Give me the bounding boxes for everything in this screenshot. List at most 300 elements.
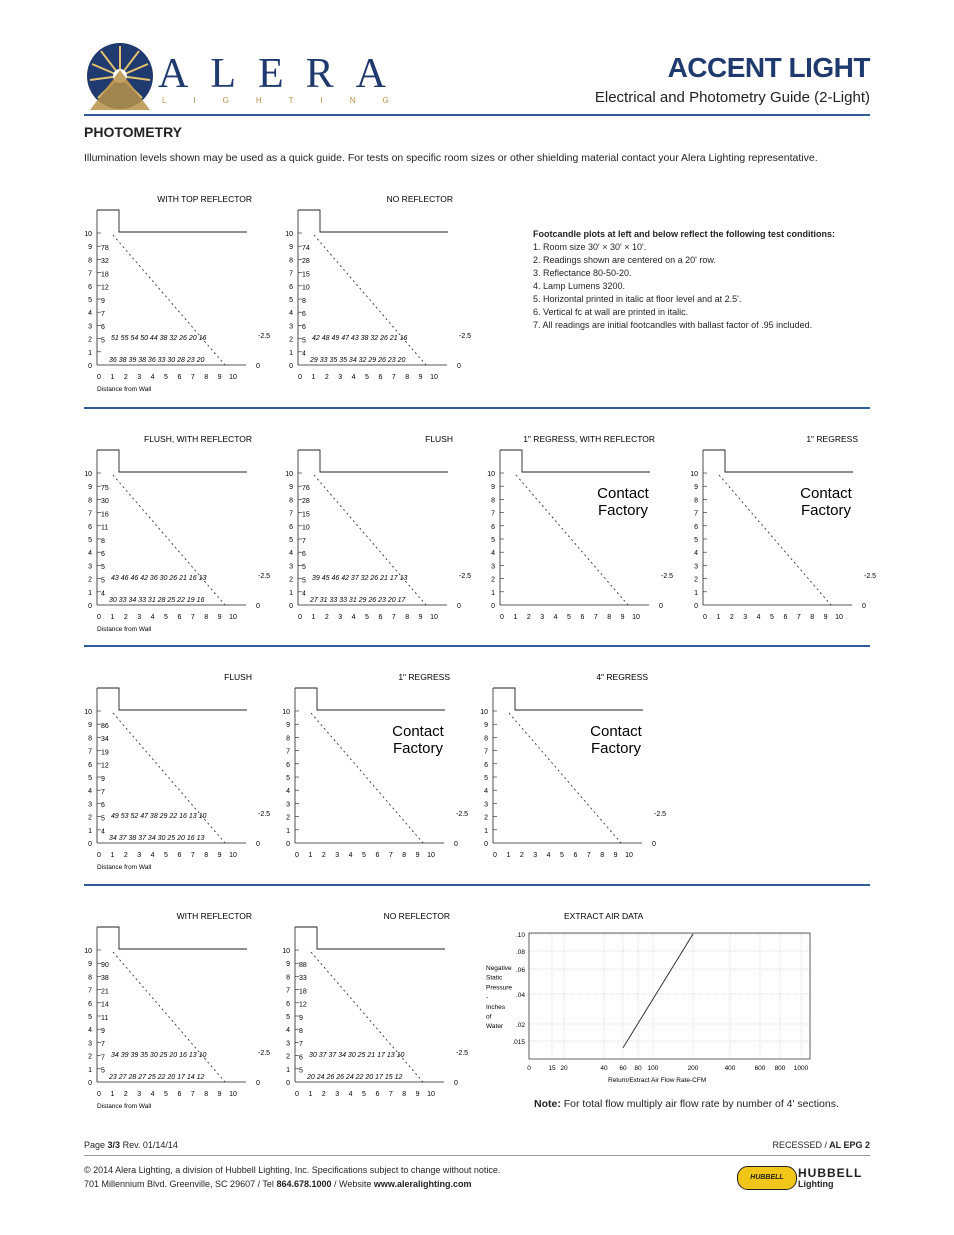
- x-tick-label: 2: [123, 1091, 128, 1098]
- x-tick-label: 0: [295, 852, 299, 859]
- y-tick-label: 8: [484, 735, 488, 743]
- y-tick-label: 1: [88, 349, 92, 357]
- vertical-fc-value: 9: [299, 1014, 303, 1022]
- doc-code: AL EPG 2: [826, 1140, 870, 1150]
- chart-title: FLUSH, WITH REFLECTOR: [144, 434, 252, 444]
- y-tick-label: 7: [484, 748, 488, 756]
- distance-label: Distance from Wall: [97, 626, 152, 633]
- x-tick-label: 1: [110, 374, 115, 381]
- vertical-fc-value: 86: [101, 723, 109, 730]
- distance-label: Distance from Wall: [97, 864, 152, 871]
- x-tick-label: 2: [123, 374, 128, 381]
- address-line: [84, 1179, 472, 1189]
- fixture-outline: [298, 210, 448, 232]
- y-tick-label: 10: [84, 709, 92, 716]
- horizontal-fc-2-5ft: 51 55 54 50 44 38 32 26 20 16: [111, 335, 207, 342]
- y-tick-label: 3: [289, 323, 293, 331]
- y-tick-label: 10: [84, 471, 92, 478]
- y-tick-label: 0: [88, 363, 92, 370]
- y-tick-label: 3: [491, 563, 495, 571]
- y-tick-label: 9: [286, 722, 290, 730]
- alera-logo-sunburst-icon: [84, 40, 156, 112]
- y-tick-label: 7: [88, 748, 92, 756]
- x-tick-label: 10: [427, 1091, 435, 1098]
- x-tick-label: 4: [546, 852, 551, 859]
- y-tick-label: 4: [289, 310, 293, 318]
- contact-factory-text: Contact: [597, 485, 649, 502]
- x-tick-label: 20: [560, 1065, 568, 1072]
- floor-label: 0: [652, 841, 656, 848]
- vertical-fc-value: 30: [101, 498, 109, 506]
- y-tick-label: 5: [88, 297, 92, 304]
- chart-title: NO REFLECTOR: [383, 911, 450, 921]
- contact-factory-text: Contact: [800, 485, 852, 502]
- vertical-fc-value: 76: [302, 485, 310, 492]
- vertical-fc-value: 5: [299, 1067, 303, 1075]
- y-tick-label: 10: [84, 231, 92, 238]
- x-tick-label: 0: [97, 1091, 101, 1098]
- y-tick-label: 6: [286, 761, 290, 769]
- x-tick-label: 3: [335, 852, 340, 859]
- y-tick-label: 8: [88, 735, 92, 743]
- x-tick-label: 9: [620, 614, 625, 621]
- y-tick-label: 3: [484, 801, 488, 809]
- y-tick-label: 0: [286, 841, 290, 848]
- x-tick-label: 0: [97, 852, 101, 859]
- x-tick-label: 4: [150, 852, 155, 859]
- y-tick-label: 2: [88, 814, 92, 822]
- vertical-fc-value: 6: [101, 551, 105, 558]
- x-tick-label: 7: [190, 1091, 195, 1098]
- distance-label: Distance from Wall: [97, 386, 152, 393]
- y-tick-label: 1: [484, 827, 488, 835]
- x-tick-label: 10: [229, 614, 237, 621]
- y-tick-label: 9: [491, 484, 495, 492]
- chart-title: 1" REGRESS: [398, 672, 450, 682]
- x-tick-label: 7: [391, 374, 396, 381]
- x-tick-label: 6: [375, 852, 380, 859]
- vertical-fc-value: 18: [101, 271, 109, 279]
- chart-title: NO REFLECTOR: [386, 194, 453, 204]
- condition-item: 3. Reflectance 80-50-20.: [533, 268, 632, 278]
- address: 701 Millennium Blvd. Greenville, SC 29607 / Tel: [84, 1179, 277, 1189]
- x-tick-label: 0: [493, 852, 497, 859]
- x-tick-label: 2: [123, 614, 128, 621]
- y-tick-label: 6: [289, 283, 293, 291]
- x-tick-label: 8: [405, 614, 410, 621]
- x-tick-label: 8: [204, 374, 209, 381]
- y-tick-label: 3: [289, 563, 293, 571]
- height-label: -2.5: [654, 811, 666, 818]
- vertical-fc-value: 19: [101, 749, 109, 757]
- x-tick-label: 10: [229, 852, 237, 859]
- x-tick-label: 100: [647, 1065, 659, 1072]
- floor-label: 0: [256, 363, 260, 370]
- y-tick-label: 9: [88, 961, 92, 969]
- y-tick-label: 1: [289, 349, 293, 357]
- horizontal-fc-2-5ft: 43 46 46 42 36 30 26 21 16 13: [111, 575, 207, 582]
- condition-item: 4. Lamp Lumens 3200.: [533, 281, 626, 291]
- condition-item: 5. Horizontal printed in italic at floor level and at 2.5'.: [533, 294, 742, 304]
- vertical-fc-value: 5: [101, 577, 105, 585]
- vertical-fc-value: 88: [299, 962, 307, 969]
- x-tick-label: 0: [527, 1065, 531, 1072]
- vertical-fc-value: 28: [302, 258, 310, 266]
- y-tick-label: 0: [289, 603, 293, 610]
- contact-factory-text: Factory: [800, 502, 852, 519]
- y-tick-label: 7: [88, 987, 92, 995]
- x-tick-label: 4: [553, 614, 558, 621]
- y-tick-label: 9: [88, 722, 92, 730]
- x-tick-label: 5: [365, 374, 369, 381]
- x-tick-label: 7: [586, 852, 591, 859]
- vertical-fc-value: 5: [302, 577, 306, 585]
- x-tick-label: 8: [600, 852, 605, 859]
- vertical-fc-value: 6: [302, 311, 306, 318]
- x-tick-label: 6: [177, 852, 182, 859]
- x-tick-label: 8: [204, 1091, 209, 1098]
- vertical-fc-value: 16: [101, 511, 109, 519]
- x-tick-label: 2: [519, 852, 524, 859]
- x-tick-label: 7: [190, 374, 195, 381]
- x-tick-label: 5: [164, 614, 168, 621]
- photometry-chart-no-reflector: [281, 190, 471, 395]
- y-axis-label: Pressure: [486, 984, 513, 992]
- y-tick-label: 10: [690, 471, 698, 478]
- x-tick-label: 3: [338, 374, 343, 381]
- x-tick-label: 8: [402, 1091, 407, 1098]
- vertical-fc-value: 11: [101, 1014, 109, 1022]
- vertical-fc-value: 78: [101, 245, 109, 252]
- x-tick-label: 1: [513, 614, 518, 621]
- x-tick-label: 6: [783, 614, 788, 621]
- fixture-outline: [298, 450, 448, 472]
- x-tick-label: 2: [123, 852, 128, 859]
- horizontal-fc-2-5ft: 30 37 37 34 30 25 21 17 13 10: [309, 1052, 405, 1059]
- chart-title: WITH REFLECTOR: [176, 911, 252, 921]
- photometry-chart-1in-regress-with-reflector: [483, 430, 673, 635]
- y-tick-label: 5: [484, 775, 488, 782]
- y-tick-label: 4: [286, 788, 290, 796]
- light-cutoff-line: [314, 235, 426, 365]
- distance-label: Distance from Wall: [97, 1103, 152, 1110]
- x-tick-label: 4: [348, 1091, 353, 1098]
- y-tick-label: 5: [286, 775, 290, 782]
- chart-title: FLUSH: [425, 434, 453, 444]
- header-rule: [84, 114, 870, 116]
- y-tick-label: 7: [491, 510, 495, 518]
- x-tick-label: 5: [567, 614, 571, 621]
- plot-frame: [529, 933, 810, 1059]
- photometry-chart-flush: [281, 430, 471, 635]
- x-tick-label: 1000: [793, 1065, 809, 1072]
- x-axis-label: Return/Extract Air Flow Rate-CFM: [608, 1077, 707, 1084]
- x-tick-label: 0: [295, 1091, 299, 1098]
- photometry-chart-1in-regress-2: [278, 668, 468, 873]
- floor-label: 0: [256, 841, 260, 848]
- height-label: -2.5: [258, 1050, 270, 1057]
- x-tick-label: 10: [632, 614, 640, 621]
- x-tick-label: 7: [388, 1091, 393, 1098]
- vertical-fc-value: 33: [299, 975, 307, 983]
- condition-item: 7. All readings are initial footcandles with ballast factor of .95 included.: [533, 320, 813, 330]
- y-tick-label: 2: [88, 336, 92, 344]
- vertical-fc-value: 8: [299, 1028, 303, 1035]
- y-tick-label: 3: [88, 563, 92, 571]
- floor-label: 0: [256, 603, 260, 610]
- y-tick-label: 10: [480, 709, 488, 716]
- vertical-fc-value: 5: [302, 337, 306, 345]
- fixture-outline: [295, 688, 445, 710]
- page-subtitle: Electrical and Photometry Guide (2-Light): [594, 89, 870, 106]
- vertical-fc-value: 7: [101, 1041, 105, 1049]
- x-tick-label: 0: [298, 614, 302, 621]
- vertical-fc-value: 21: [101, 988, 109, 996]
- y-tick-label: 9: [88, 484, 92, 492]
- light-cutoff-line: [113, 952, 225, 1082]
- vertical-fc-value: 74: [302, 245, 310, 252]
- vertical-fc-value: 6: [101, 324, 105, 332]
- chart-title: 1" REGRESS, WITH REFLECTOR: [523, 434, 655, 444]
- category-label: RECESSED /: [772, 1140, 827, 1150]
- x-tick-label: 5: [164, 1091, 168, 1098]
- x-tick-label: 40: [600, 1065, 608, 1072]
- height-label: -2.5: [258, 333, 270, 340]
- x-tick-label: 3: [137, 614, 142, 621]
- y-tick-label: 4: [694, 550, 698, 558]
- test-conditions: [533, 228, 835, 332]
- y-tick-label: 2: [289, 336, 293, 344]
- x-tick-label: 3: [137, 852, 142, 859]
- y-tick-label: .04: [515, 992, 525, 999]
- y-tick-label: 2: [286, 814, 290, 822]
- x-tick-label: 3: [137, 1091, 142, 1098]
- contact-factory-text: Contact: [590, 723, 642, 740]
- y-tick-label: 0: [694, 603, 698, 610]
- y-axis-label: Water: [486, 1023, 504, 1031]
- vertical-fc-value: 90: [101, 962, 109, 969]
- page-number: [84, 1140, 178, 1150]
- y-tick-label: 5: [88, 1014, 92, 1021]
- x-tick-label: 5: [164, 852, 168, 859]
- y-tick-label: 0: [286, 1080, 290, 1087]
- x-tick-label: 10: [427, 852, 435, 859]
- vertical-fc-value: 6: [302, 551, 306, 558]
- x-tick-label: 6: [375, 1091, 380, 1098]
- y-tick-label: 4: [88, 550, 92, 558]
- x-tick-label: 4: [756, 614, 761, 621]
- y-tick-label: 2: [88, 576, 92, 584]
- condition-item: 2. Readings shown are centered on a 20' row.: [533, 255, 716, 265]
- x-tick-label: 1: [308, 1091, 313, 1098]
- x-tick-label: 7: [796, 614, 801, 621]
- y-tick-label: 5: [289, 537, 293, 544]
- x-tick-label: 200: [687, 1065, 699, 1072]
- y-axis-label: Inches: [486, 1003, 506, 1011]
- vertical-fc-value: 7: [101, 789, 105, 796]
- floor-label: 0: [659, 603, 663, 610]
- y-tick-label: 4: [88, 310, 92, 318]
- vertical-fc-value: 7: [299, 1041, 303, 1049]
- x-tick-label: 1: [506, 852, 511, 859]
- y-tick-label: 10: [84, 948, 92, 955]
- vertical-fc-value: 12: [101, 762, 109, 770]
- y-tick-label: 6: [694, 523, 698, 531]
- x-tick-label: 8: [810, 614, 815, 621]
- x-tick-label: 4: [150, 1091, 155, 1098]
- y-tick-label: 2: [694, 576, 698, 584]
- y-tick-label: 8: [88, 497, 92, 505]
- y-tick-label: 1: [88, 589, 92, 597]
- y-tick-label: 3: [286, 1040, 290, 1048]
- chart-title: WITH TOP REFLECTOR: [157, 194, 252, 204]
- x-tick-label: 5: [770, 614, 774, 621]
- x-tick-label: 5: [560, 852, 564, 859]
- condition-item: 1. Room size 30' × 30' × 10'.: [533, 242, 647, 252]
- y-tick-label: 6: [286, 1000, 290, 1008]
- hubbell-brand: HUBBELL: [798, 1166, 863, 1180]
- x-tick-label: 7: [388, 852, 393, 859]
- y-tick-label: 6: [491, 523, 495, 531]
- x-tick-label: 9: [823, 614, 828, 621]
- y-tick-label: 0: [88, 841, 92, 848]
- y-tick-label: 6: [88, 283, 92, 291]
- hubbell-brand-sub: Lighting: [798, 1179, 834, 1189]
- x-tick-label: 10: [835, 614, 843, 621]
- fixture-outline: [493, 688, 643, 710]
- x-tick-label: 5: [365, 614, 369, 621]
- x-tick-label: 9: [217, 614, 222, 621]
- y-tick-label: 8: [88, 257, 92, 265]
- note-text: For total flow multiply air flow rate by number of 4' sections.: [560, 1098, 839, 1110]
- x-tick-label: 5: [164, 374, 168, 381]
- x-tick-label: 6: [580, 614, 585, 621]
- x-tick-label: 10: [625, 852, 633, 859]
- x-tick-label: 6: [177, 374, 182, 381]
- y-tick-label: 0: [289, 363, 293, 370]
- fixture-outline: [703, 450, 853, 472]
- x-tick-label: 6: [378, 374, 383, 381]
- y-tick-label: .02: [515, 1022, 525, 1029]
- x-tick-label: 0: [500, 614, 504, 621]
- vertical-fc-value: 18: [299, 988, 307, 996]
- note-label: Note:: [534, 1098, 561, 1110]
- y-tick-label: 8: [491, 497, 495, 505]
- y-tick-label: .08: [515, 949, 525, 956]
- y-tick-label: 8: [289, 497, 293, 505]
- x-tick-label: 3: [335, 1091, 340, 1098]
- vertical-fc-value: 28: [302, 498, 310, 506]
- x-tick-label: 3: [743, 614, 748, 621]
- y-tick-label: .06: [515, 967, 525, 974]
- x-tick-label: 8: [204, 852, 209, 859]
- horizontal-fc-2-5ft: 39 45 46 42 37 32 26 21 17 13: [312, 575, 408, 582]
- y-tick-label: 0: [88, 603, 92, 610]
- y-tick-label: 10: [285, 231, 293, 238]
- vertical-fc-value: 5: [302, 564, 306, 572]
- y-tick-label: 2: [286, 1053, 290, 1061]
- x-tick-label: 7: [190, 852, 195, 859]
- vertical-fc-value: 4: [101, 590, 105, 598]
- y-tick-label: 8: [694, 497, 698, 505]
- copyright: © 2014 Alera Lighting, a division of Hubbell Lighting, Inc. Specifications subject to change without notice.: [84, 1165, 501, 1175]
- y-tick-label: 2: [88, 1053, 92, 1061]
- x-tick-label: 8: [204, 614, 209, 621]
- y-tick-label: 5: [694, 537, 698, 544]
- y-tick-label: 4: [88, 788, 92, 796]
- y-tick-label: 0: [484, 841, 488, 848]
- x-tick-label: 400: [724, 1065, 736, 1072]
- floor-label: 0: [457, 603, 461, 610]
- chart-title: EXTRACT AIR DATA: [564, 911, 644, 921]
- y-tick-label: 2: [289, 576, 293, 584]
- x-tick-label: 0: [298, 374, 302, 381]
- light-cutoff-line: [113, 235, 225, 365]
- y-axis-label: Static: [486, 974, 503, 982]
- x-tick-label: 5: [362, 1091, 366, 1098]
- y-tick-label: 0: [88, 1080, 92, 1087]
- height-label: -2.5: [459, 333, 471, 340]
- contact-factory-text: Contact: [392, 723, 444, 740]
- y-tick-label: 8: [286, 735, 290, 743]
- x-tick-label: 4: [351, 374, 356, 381]
- x-tick-label: 1: [110, 1091, 115, 1098]
- y-tick-label: 8: [289, 257, 293, 265]
- x-tick-label: 2: [526, 614, 531, 621]
- y-tick-label: 7: [694, 510, 698, 518]
- fixture-outline: [295, 927, 445, 949]
- section-divider: [84, 645, 870, 647]
- contact-factory-text: Factory: [597, 502, 649, 519]
- section-title: PHOTOMETRY: [84, 124, 183, 140]
- chart-title: FLUSH: [224, 672, 252, 682]
- x-tick-label: 600: [754, 1065, 766, 1072]
- y-tick-label: 1: [289, 589, 293, 597]
- y-tick-label: 9: [286, 961, 290, 969]
- floor-label: 0: [457, 363, 461, 370]
- x-tick-label: 60: [619, 1065, 627, 1072]
- x-tick-label: 7: [593, 614, 598, 621]
- website-link[interactable]: www.aleralighting.com: [373, 1179, 472, 1189]
- vertical-fc-value: 5: [101, 815, 105, 823]
- x-tick-label: 9: [613, 852, 618, 859]
- vertical-fc-value: 7: [101, 311, 105, 318]
- vertical-fc-value: 34: [101, 736, 109, 744]
- x-tick-label: 10: [430, 374, 438, 381]
- fixture-outline: [500, 450, 650, 472]
- x-tick-label: 7: [391, 614, 396, 621]
- x-tick-label: 4: [150, 614, 155, 621]
- vertical-fc-value: 4: [302, 350, 306, 358]
- y-tick-label: 7: [286, 987, 290, 995]
- x-tick-label: 9: [415, 1091, 420, 1098]
- y-tick-label: 3: [694, 563, 698, 571]
- light-cutoff-line: [311, 952, 423, 1082]
- vertical-fc-value: 7: [101, 1054, 105, 1062]
- x-tick-label: 3: [540, 614, 545, 621]
- light-cutoff-line: [113, 713, 225, 843]
- vertical-fc-value: 14: [101, 1001, 109, 1009]
- vertical-fc-value: 4: [101, 828, 105, 836]
- light-cutoff-line: [314, 475, 426, 605]
- vertical-fc-value: 32: [101, 258, 109, 266]
- x-tick-label: 0: [703, 614, 707, 621]
- badge-text: HUBBELL: [750, 1174, 784, 1181]
- hubbell-logo-badge: [737, 1166, 797, 1190]
- y-tick-label: 8: [88, 974, 92, 982]
- y-tick-label: 1: [694, 589, 698, 597]
- y-tick-label: 3: [88, 801, 92, 809]
